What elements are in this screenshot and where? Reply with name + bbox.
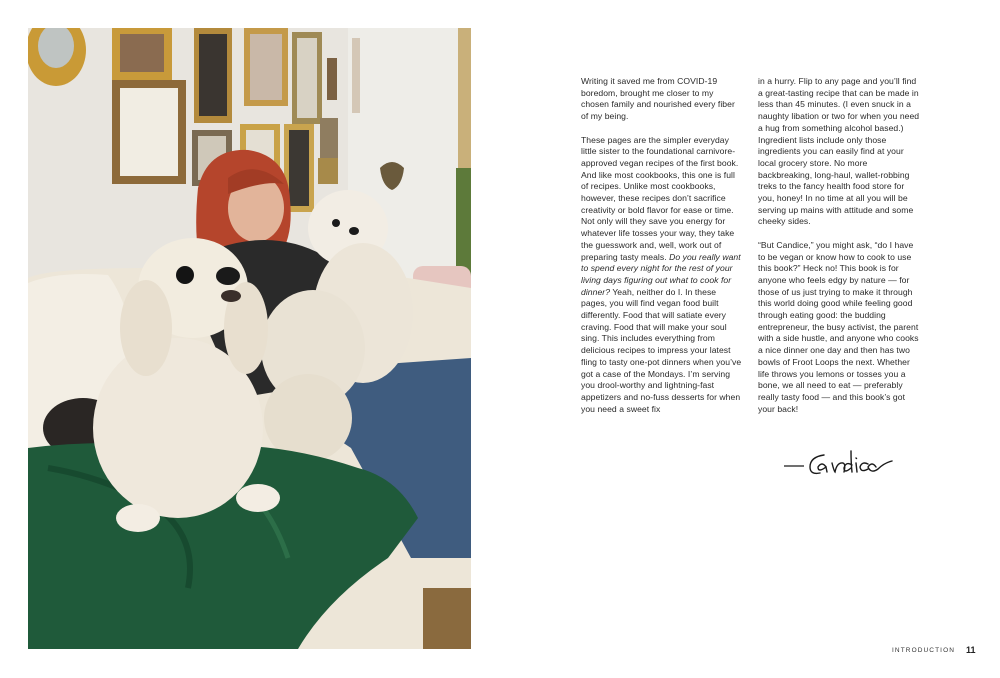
- signature-candice: [782, 445, 922, 481]
- running-footer-section: INTRODUCTION: [892, 647, 956, 654]
- page-number: 11: [966, 645, 976, 655]
- paragraph-text: Yeah, neither do I. In these pages, you will find vegan food built differently. Food that will satiate every craving. Food that will make your soul sing. This includes everything from delicious recipes to impress your latest fling to tasty one-pot dinners when you’ve got a case of the Mondays. I’m serving you drool-worthy and lightning-fast appetizers and no-fuss desserts for when you need a sweet fix: [581, 286, 742, 414]
- paragraph: Writing it saved me from COVID-19 boredom, brought me closer to my chosen family and nourished every fiber of my being.: [581, 76, 735, 122]
- signature-script: [782, 445, 922, 481]
- text-column-left: [581, 76, 743, 427]
- paragraph: [581, 135, 743, 416]
- paragraph: “But Candice,” you might ask, “do I have to be vegan or know how to cook to use this book?” Heck no! This book is for anyone who feels edgy by nature — for those of us just trying to make it through this world doing good while feeling good through eating good: the budding entrepreneur, the busy activist, the parent with a side hustle, and anyone who cooks a nice dinner one day and then has two bowls of Froot Loops the next. Whether life throws you lemons or tosses you a bone, we all need to eat — preferably really tasty food — and this book’s got your back!: [758, 239, 919, 414]
- paragraph-text: These pages are the simpler everyday little sister to the foundational carnivore-approved vegan recipes of the first book. And like most cookbooks, this one is full of recipes. Unlike most cookbooks, however, these recipes don’t sacrifice creativity or bold flavor for ease or time. Not only will they save you energy for whatever life tosses your way, they take the guesswork and, well, work out of preparing tasty meals.: [581, 134, 739, 262]
- text-column-right: [758, 76, 920, 427]
- photo-woman-with-dogs: [28, 28, 471, 649]
- paragraph: in a hurry. Flip to any page and you’ll find a great-tasting recipe that can be made in less than 45 minutes. (I even snuck in a naughty libation or two for when you need a hug from something alcohol based.) Ingredient lists include only those ingredients you can easily find at your local grocery store. No more backbreaking, long-haul, wallet-robbing treks to the fancy health food store for you, honey! In no time at all you will be serving up mains with attitude and some cheeky sides.: [758, 76, 920, 227]
- photo-illustration: [28, 28, 471, 649]
- italic-question: Do you really want to spend every night for the rest of your living days figuring out what to cook for dinner?: [581, 251, 741, 297]
